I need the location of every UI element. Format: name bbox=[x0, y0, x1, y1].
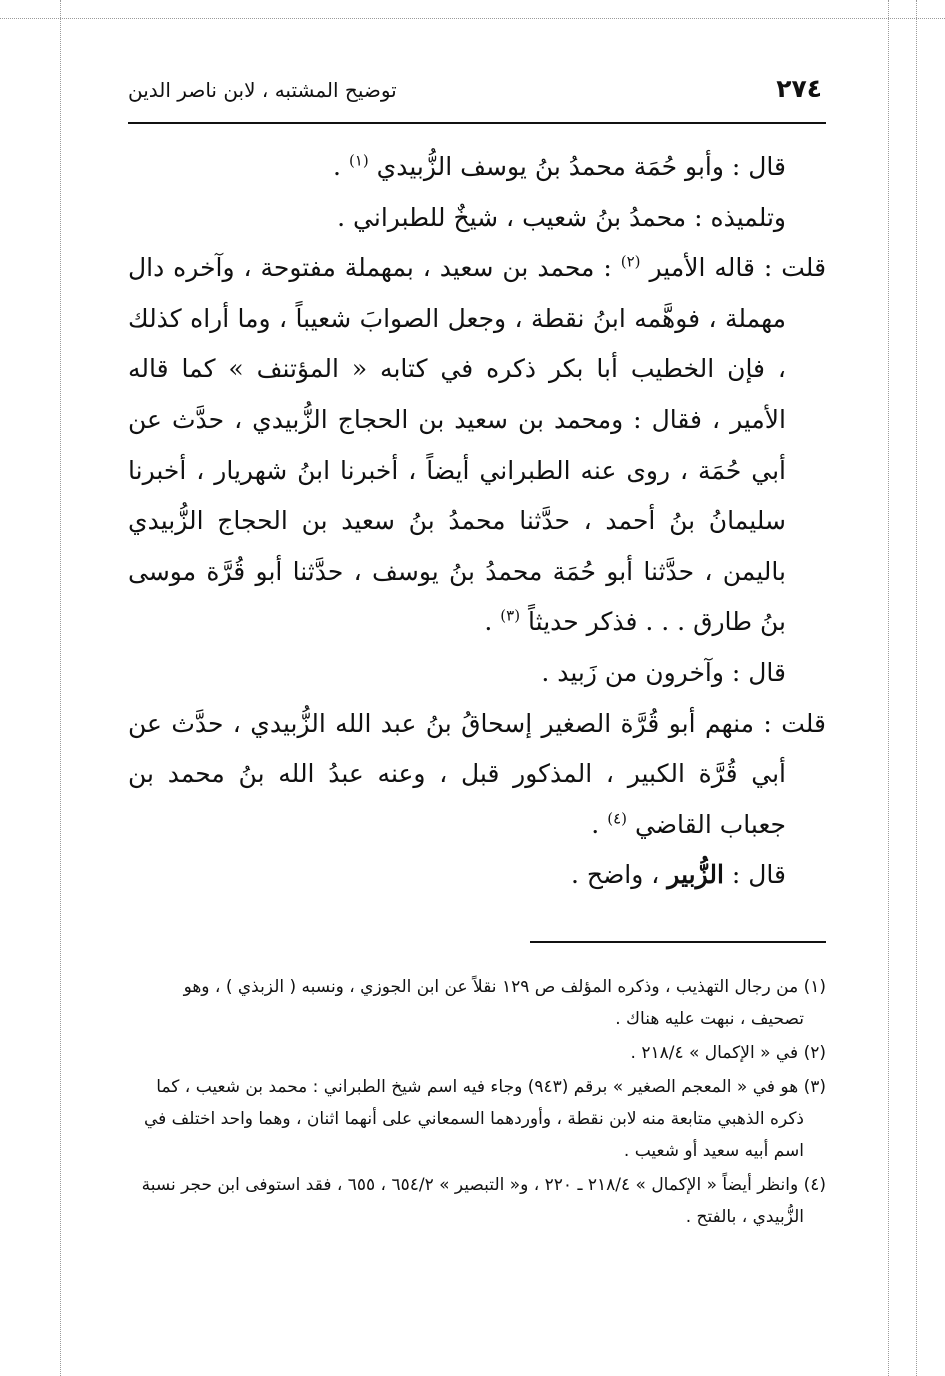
scan-guide-far-right bbox=[916, 0, 917, 1376]
paragraph-1: قال : وأبو حُمَة محمدُ بنُ يوسف الزُّبيدي $^{(١)}$ . bbox=[333, 151, 786, 181]
footnote-separator bbox=[530, 941, 826, 943]
main-text bbox=[128, 142, 826, 901]
page-number: ٢٧٤ bbox=[776, 74, 822, 103]
scan-guide-right bbox=[888, 0, 889, 1376]
paragraph-5: قلت : منهم أبو قُرَّة الصغير إسحاقُ بنُ عبد الله الزُّبيدي ، حدَّث عن أبي قُرَّة الكبير ، المذكور قبل ، وعنه عبدُ الله بنُ محمد بن جعباب القاضي $^{(٤)}$ . bbox=[128, 708, 826, 839]
footnote-ref-3: (٣) bbox=[500, 607, 521, 626]
footnote-1: (١) من رجال التهذيب ، وذكره المؤلف ص ١٢٩ نقلاً عن ابن الجوزي ، ونسبه ( الزبذي ) ، وهو تصحيف ، نبهت عليه هناك . bbox=[183, 976, 826, 1029]
paragraph-6: قال : الزُّبير ، واضح . bbox=[571, 860, 786, 890]
footnote-ref-1: (١) bbox=[348, 151, 369, 170]
running-title: توضيح المشتبه ، لابن ناصر الدين bbox=[128, 78, 397, 102]
footnote-4: (٤) وانظر أيضاً « الإكمال » ٢١٨/٤ ـ ٢٢٠ ، و« التبصير » ٦٥٤/٢ ، ٦٥٥ ، فقد استوفى ابن حجر نسبة الزُّبيدي ، بالفتح . bbox=[141, 1174, 826, 1227]
footnotes bbox=[128, 971, 826, 1233]
book-page bbox=[128, 70, 826, 1235]
bold-term: الزُّبير bbox=[667, 860, 724, 890]
footnote-ref-2: (٢) bbox=[620, 252, 641, 271]
footnote-3: (٣) هو في « المعجم الصغير » برقم (٩٤٣) وجاء فيه اسم شيخ الطبراني : محمد بن شعيب ، كما ذكره الذهبي متابعة منه لابن نقطة ، وأوردهما السمعاني على أنهما اثنان ، وهما واحد اختلف في اسم أبيه سعيد أو شعيب . bbox=[143, 1076, 826, 1161]
footnote-2: (٢) في « الإكمال » ٢١٨/٤ . bbox=[630, 1042, 826, 1063]
page-header bbox=[128, 70, 826, 124]
footnote-ref-4: (٤) bbox=[607, 809, 627, 828]
scan-guide-left bbox=[60, 0, 61, 1376]
paragraph-3: قلت : قاله الأمير $^{(٢)}$ : محمد بن سعيد ، بمهملة مفتوحة ، وآخره دال مهملة ، فوهَّمه ابنُ نقطة ، وجعل الصوابَ شعيباً ، وما أراه كذلك ، فإن الخطيب أبا بكر ذكره في كتابه « المؤتنف » كما قاله الأمير ، فقال : ومحمد بن سعيد بن الحجاج الزُّبيدي ، حدَّث عن أبي حُمَة ، روى عنه الطبراني أيضاً ، أخبرنا ابنُ شهريار ، أخبرنا سليمانُ بنُ أحمد ، حدَّثنا محمدُ بنُ سعيد بن الحجاج الزُّبيدي باليمن ، حدَّثنا أبو حُمَة محمدُ بنُ يوسف ، حدَّثنا أبو قُرَّة موسى بنُ طارق . . . فذكر حديثاً $^{(٣)}$ . bbox=[128, 252, 827, 637]
paragraph-2: وتلميذه : محمدُ بنُ شعيب ، شيخٌ للطبراني . bbox=[337, 202, 786, 232]
scan-guide-top bbox=[0, 18, 945, 19]
paragraph-4: قال : وآخرون من زَبيد . bbox=[541, 657, 786, 687]
